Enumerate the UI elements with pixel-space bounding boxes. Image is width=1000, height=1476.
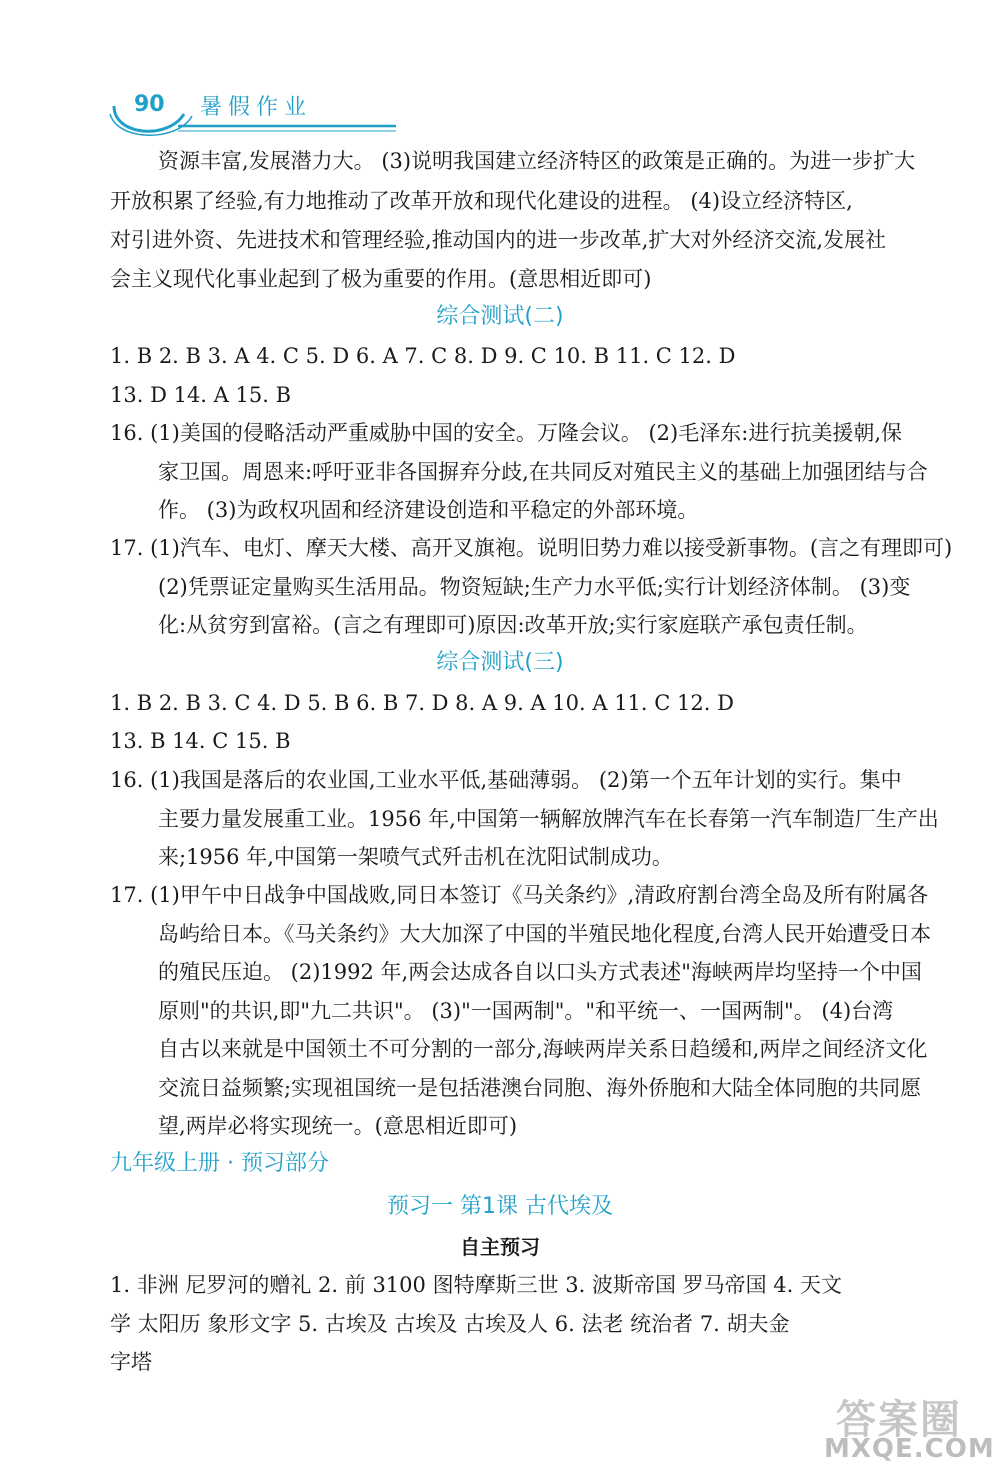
text-line: 作。 (3)为政权巩固和经济建设创造和平稳定的外部环境。 xyxy=(158,498,699,522)
text-line: 化:从贫穷到富裕。(言之有理即可)原因:改革开放;实行家庭联产承包责任制。 xyxy=(158,613,868,637)
test3-heading: 综合测试(三) xyxy=(436,650,564,675)
text-line: 1. 非洲 尼罗河的赠礼 2. 前 3100 图特摩斯三世 3. 波斯帝国 罗马帝国 4. 天文 xyxy=(110,1273,843,1297)
text-line: 字塔 xyxy=(110,1350,152,1374)
page-number: 90 xyxy=(134,92,165,117)
text-line: 望,两岸必将实现统一。(意思相近即可) xyxy=(158,1114,518,1138)
text-line: 家卫国。周恩来:呼吁亚非各国摒弃分歧,在共同反对殖民主义的基础上加强团结与合 xyxy=(158,460,928,484)
text-line: 对引进外资、先进技术和管理经验,推动国内的进一步改革,扩大对外经济交流,发展社 xyxy=(110,228,887,252)
text-line: (2)凭票证定量购买生活用品。物资短缺;生产力水平低;实行计划经济体制。 (3)变 xyxy=(158,575,911,599)
answer-line: 1. B 2. B 3. C 4. D 5. B 6. B 7. D 8. A 9. A 10. A 11. C 12. D xyxy=(110,691,734,715)
answer-line: 13. B 14. C 15. B xyxy=(110,729,291,753)
watermark-logo xyxy=(806,1388,995,1468)
lesson-heading: 预习一 第1课 古代埃及 xyxy=(387,1194,613,1219)
watermark-url: MXQE.COM xyxy=(824,1434,995,1464)
text-line: 的殖民压迫。 (2)1992 年,两会达成各自以口头方式表述"海峡两岸均坚持一个中国 xyxy=(158,960,922,984)
text-line: 来;1956 年,中国第一架喷气式歼击机在沈阳试制成功。 xyxy=(158,845,673,869)
text-line: 主要力量发展重工业。1956 年,中国第一辆解放牌汽车在长春第一汽车制造厂生产出 xyxy=(158,807,939,831)
text-line: 会主义现代化事业起到了极为重要的作用。(意思相近即可) xyxy=(110,267,652,291)
watermark-text: 答案圈 xyxy=(836,1397,962,1443)
text-line: 资源丰富,发展潜力大。 (3)说明我国建立经济特区的政策是正确的。为进一步扩大 xyxy=(158,149,916,173)
text-line: 岛屿给日本。《马关条约》大大加深了中国的半殖民地化程度,台湾人民开始遭受日本 xyxy=(158,922,932,946)
text-line: 16. (1)美国的侵略活动严重威胁中国的安全。万隆会议。 (2)毛泽东:进行抗美援朝,保 xyxy=(110,421,902,445)
book-title: 暑假作业 xyxy=(200,95,313,120)
text-line: 自古以来就是中国领土不可分割的一部分,海峡两岸关系日趋缓和,两岸之间经济文化 xyxy=(158,1037,928,1061)
text-line: 交流日益频繁;实现祖国统一是包括港澳台同胞、海外侨胞和大陆全体同胞的共同愿 xyxy=(158,1076,922,1100)
test2-heading: 综合测试(二) xyxy=(436,304,564,329)
text-line: 原则"的共识,即"九二共识"。 (3)"一国两制"。"和平统一、一国两制"。 (4)台湾 xyxy=(158,999,894,1023)
answer-line: 13. D 14. A 15. B xyxy=(110,383,292,407)
answer-line: 1. B 2. B 3. A 4. C 5. D 6. A 7. C 8. D 9. C 10. B 11. C 12. D xyxy=(110,344,736,368)
text-line: 开放积累了经验,有力地推动了改革开放和现代化建设的进程。 (4)设立经济特区, xyxy=(110,189,853,213)
section-title: 九年级上册 · 预习部分 xyxy=(110,1151,329,1176)
page-header xyxy=(108,84,398,144)
sub-heading: 自主预习 xyxy=(460,1235,540,1259)
text-line: 16. (1)我国是落后的农业国,工业水平低,基础薄弱。 (2)第一个五年计划的实行。集中 xyxy=(110,768,902,792)
text-line: 17. (1)汽车、电灯、摩天大楼、高开叉旗袍。说明旧势力难以接受新事物。(言之有理即可) xyxy=(110,536,953,560)
text-line: 学 太阳历 象形文字 5. 古埃及 古埃及 古埃及人 6. 法老 统治者 7. 胡夫金 xyxy=(110,1312,790,1336)
text-line: 17. (1)甲午中日战争中国战败,同日本签订《马关条约》,清政府割台湾全岛及所有附属各 xyxy=(110,883,929,907)
